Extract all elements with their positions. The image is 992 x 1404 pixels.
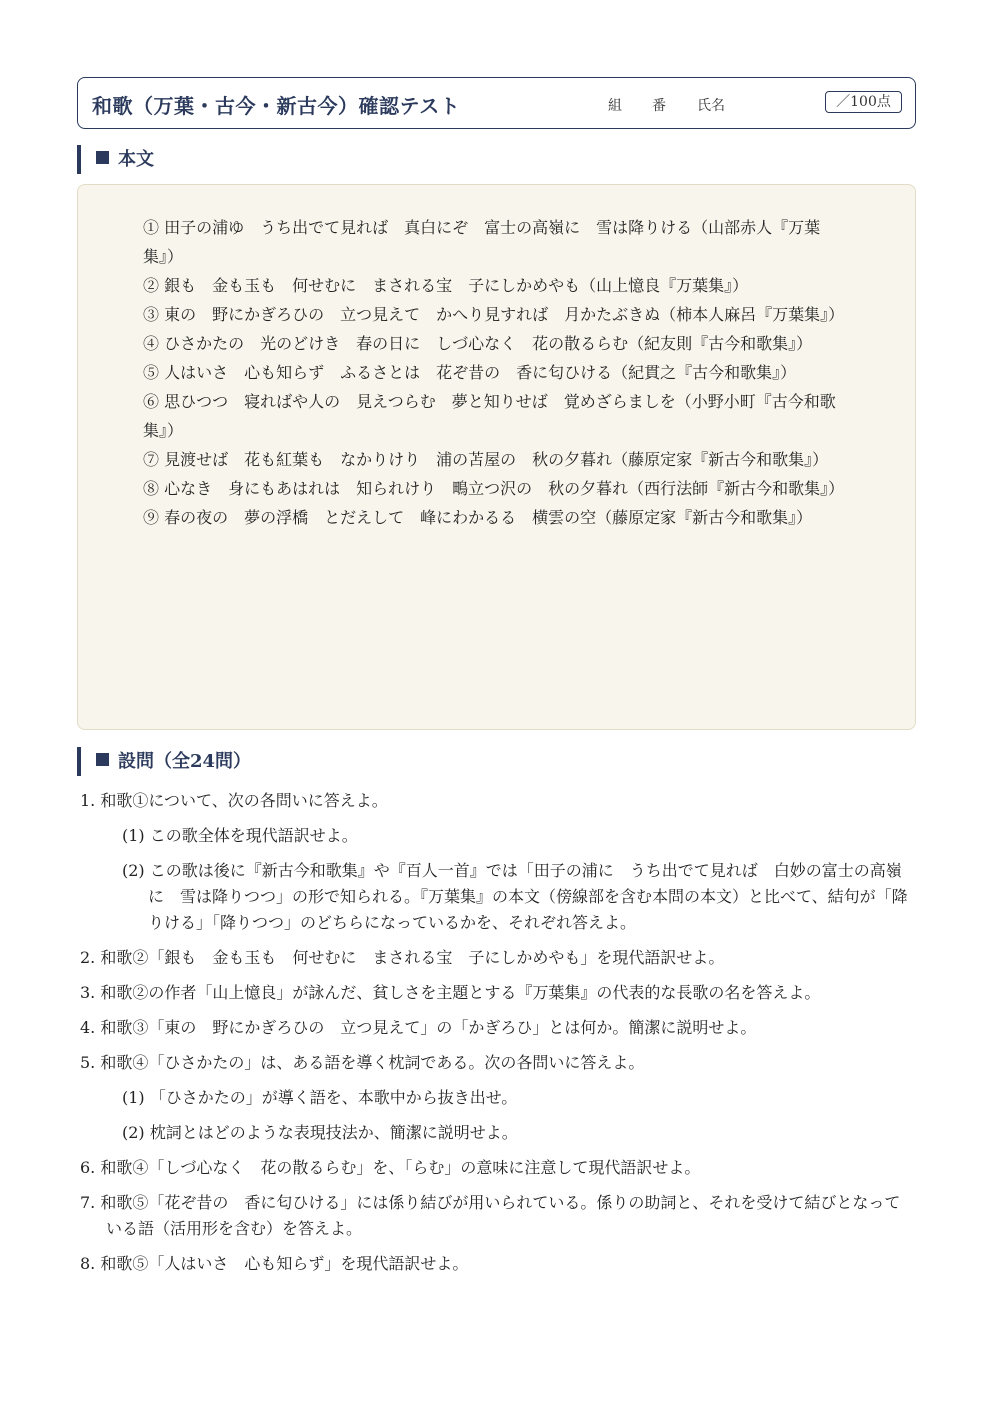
header-box <box>77 77 916 129</box>
poem-item: ① 田子の浦ゆ うち出でて見れば 真白にぞ 富士の高嶺に 雪は降りける（山部赤人『万葉集』） <box>143 218 821 266</box>
section-heading-label: 設問（全24問） <box>118 751 252 772</box>
number-label: 番 <box>652 98 666 114</box>
sub-question-item: (1) 「ひさかたの」が導く語を、本歌中から抜き出せ。 <box>122 1088 518 1107</box>
question-item: 1. 和歌①について、次の各問いに答えよ。 <box>80 791 388 810</box>
class-label: 組 <box>608 98 622 114</box>
sub-question-item: (2) この歌は後に『新古今和歌集』や『百人一首』では「田子の浦に うち出でて見れば 白妙の富士の高嶺に 雪は降りつつ」の形で知られる。『万葉集』の本文（傍線部を含む本問の本文）と比べて、結句が「降りける」「降りつつ」のどちらになっているかを、それぞれ答えよ。 <box>122 861 908 932</box>
question-item: 6. 和歌④「しづ心なく 花の散るらむ」を、「らむ」の意味に注意して現代語訳せよ。 <box>80 1158 701 1177</box>
score-box: ／100点 <box>825 91 902 113</box>
poem-item: ② 銀も 金も玉も 何せむに まされる宝 子にしかめやも（山上憶良『万葉集』） <box>143 276 749 295</box>
question-item: 8. 和歌⑤「人はいさ 心も知らず」を現代語訳せよ。 <box>80 1254 469 1273</box>
name-label: 氏名 <box>697 98 725 114</box>
page-title: 和歌（万葉・古今・新古今）確認テスト <box>92 94 461 118</box>
poem-item: ⑨ 春の夜の 夢の浮橋 とだえして 峰にわかるる 横雲の空（藤原定家『新古今和歌集』） <box>143 508 813 527</box>
question-item: 4. 和歌③「東の 野にかぎろひの 立つ見えて」の「かぎろひ」とは何か。簡潔に説明せよ。 <box>80 1018 757 1037</box>
poem-text-box <box>77 184 916 730</box>
question-item: 2. 和歌②「銀も 金も玉も 何せむに まされる宝 子にしかめやも」を現代語訳せよ。 <box>80 948 725 967</box>
section-heading-questions <box>77 747 251 776</box>
poem-item: ⑦ 見渡せば 花も紅葉も なかりけり 浦の苫屋の 秋の夕暮れ（藤原定家『新古今和歌集』） <box>143 450 829 469</box>
sub-question-item: (2) 枕詞とはどのような表現技法か、簡潔に説明せよ。 <box>122 1123 518 1142</box>
question-item: 7. 和歌⑤「花ぞ昔の 香に匂ひける」には係り結びが用いられている。係りの助詞と、それを受けて結びとなっている語（活用形を含む）を答えよ。 <box>80 1193 901 1238</box>
question-item: 3. 和歌②の作者「山上憶良」が詠んだ、貧しさを主題とする『万葉集』の代表的な長歌の名を答えよ。 <box>80 983 821 1002</box>
section-heading-label: 本文 <box>118 149 154 170</box>
question-list <box>80 788 915 1286</box>
section-heading-honbun <box>77 145 154 174</box>
poem-item: ⑥ 思ひつつ 寝ればや人の 見えつらむ 夢と知りせば 覚めざらましを（小野小町『古今和歌集』） <box>143 392 836 440</box>
poem-item: ③ 東の 野にかぎろひの 立つ見えて かへり見すれば 月かたぶきぬ（柿本人麻呂『万葉集』） <box>143 305 845 324</box>
poem-list <box>143 213 843 532</box>
question-item: 5. 和歌④「ひさかたの」は、ある語を導く枕詞である。次の各問いに答えよ。 <box>80 1053 645 1072</box>
square-bullet-icon <box>96 151 109 164</box>
square-bullet-icon <box>96 753 109 766</box>
sub-question-item: (1) この歌全体を現代語訳せよ。 <box>122 826 358 845</box>
poem-item: ⑧ 心なき 身にもあはれは 知られけり 鴫立つ沢の 秋の夕暮れ（西行法師『新古今和歌集』） <box>143 479 845 498</box>
poem-item: ④ ひさかたの 光のどけき 春の日に しづ心なく 花の散るらむ（紀友則『古今和歌集』） <box>143 334 813 353</box>
poem-item: ⑤ 人はいさ 心も知らず ふるさとは 花ぞ昔の 香に匂ひける（紀貫之『古今和歌集』） <box>143 363 797 382</box>
